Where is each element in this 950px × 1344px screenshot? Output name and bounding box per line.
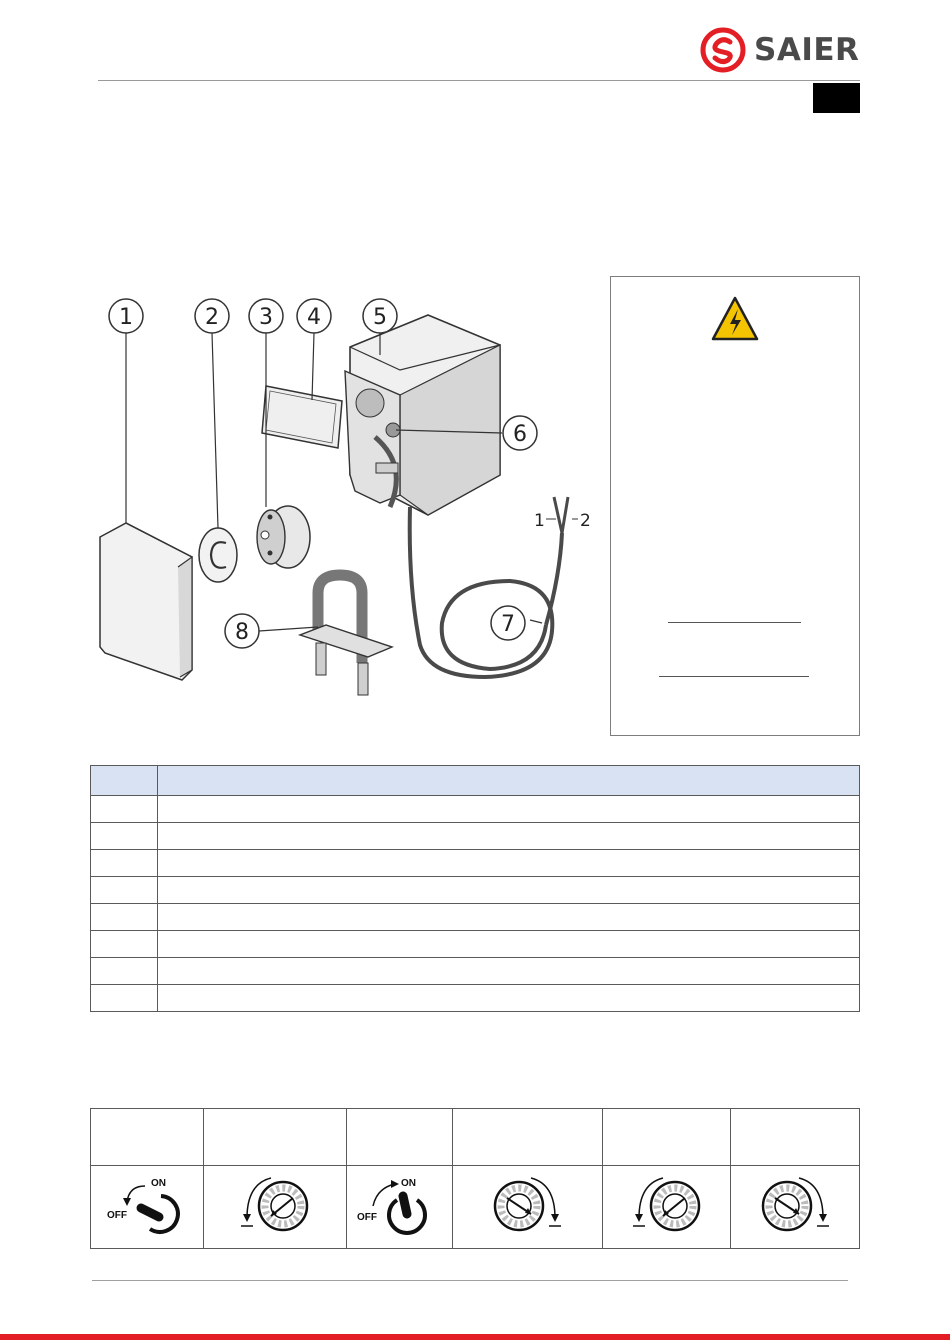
table-header-cell [91,766,158,796]
callout-6-label: 6 [513,422,527,447]
saier-logo [700,25,860,75]
table-header-row [91,766,860,796]
table-row [91,823,860,850]
table-row [91,958,860,985]
steps-header-row [91,1109,860,1166]
dial-counterclockwise-icon [619,1170,715,1240]
callout-8-label: 8 [235,620,249,645]
part-bracket [300,575,392,695]
warning-panel [610,276,860,736]
callout-3 [249,299,283,333]
step-cell [346,1166,452,1249]
callout-4-label: 4 [307,305,321,330]
table-row [91,796,860,823]
switch-on-icon [351,1170,447,1240]
footer-brand-bar [0,1334,950,1340]
table-row [91,931,860,958]
part-cover [100,523,192,680]
callout-3-label: 3 [259,305,273,330]
part-pump-body [345,315,500,515]
callout-4 [297,299,331,333]
dial-clockwise-icon [747,1170,843,1240]
parts-table [90,765,860,1012]
step-cell [731,1166,860,1249]
section-tab [813,83,860,113]
exploded-parts-diagram [90,285,600,715]
callout-5 [363,299,397,333]
table-row [91,904,860,931]
switch-off-label: OFF [106,1209,127,1221]
dial-clockwise-icon [479,1170,575,1240]
callout-5-label: 5 [373,305,387,330]
header-divider [98,80,860,81]
operation-steps-table [90,1108,860,1249]
table-row [91,850,860,877]
table-header-cell [158,766,860,796]
table-row [91,877,860,904]
steps-icon-row [91,1166,860,1249]
part-rotor [257,506,310,568]
callout-1 [109,299,143,333]
switch-on-label: ON [150,1177,166,1189]
table-row [91,985,860,1012]
callout-7-label: 7 [501,612,515,637]
wire-label-2: 2 [580,511,591,531]
switch-off-label: OFF [357,1211,378,1223]
part-ring [199,528,237,582]
callout-2 [195,299,229,333]
switch-on-label: ON [401,1177,417,1189]
part-label-plate [262,386,342,448]
callout-2-label: 2 [205,305,219,330]
step-cell [203,1166,346,1249]
warning-signature-line [659,676,809,677]
step-cell [452,1166,603,1249]
step-cell [603,1166,731,1249]
callout-6 [503,416,537,450]
step-cell [91,1166,204,1249]
wire-label-1: 1 [534,511,545,531]
dial-counterclockwise-icon [227,1170,323,1240]
footer-divider [92,1280,848,1281]
high-voltage-warning-icon [711,295,759,343]
brand-name: SAIER [754,32,860,68]
callout-8 [225,614,259,648]
saier-logo-icon [700,27,746,73]
callout-7 [491,606,525,640]
switch-off-icon [99,1170,195,1240]
warning-signature-line [668,622,801,623]
callout-1-label: 1 [119,305,133,330]
